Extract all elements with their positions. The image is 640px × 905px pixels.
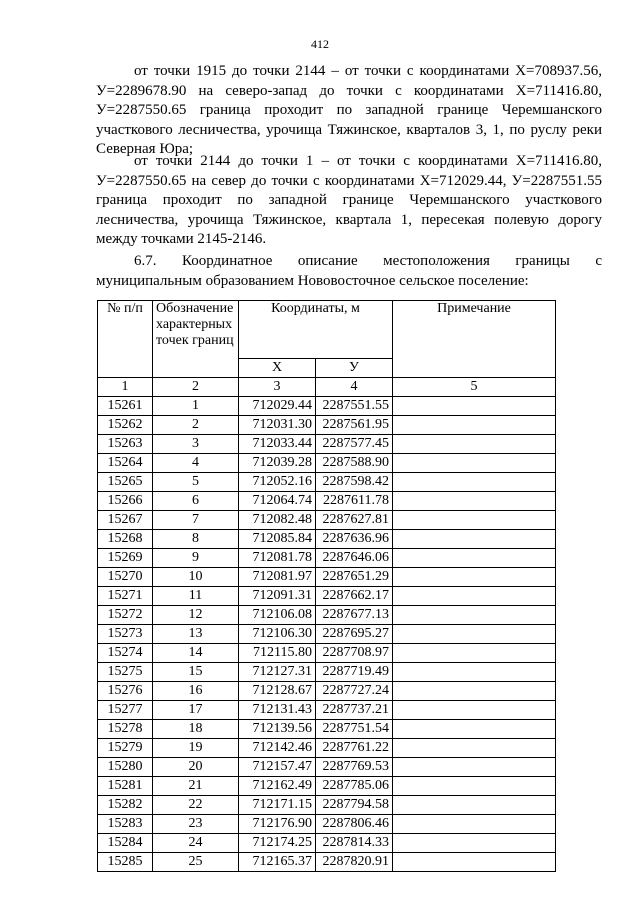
- cell-x: 712106.30: [239, 625, 316, 644]
- cell-note: [393, 777, 556, 796]
- cell-note: [393, 435, 556, 454]
- table-row: [98, 625, 556, 644]
- table-row: [98, 416, 556, 435]
- cell-num: 15285: [98, 853, 153, 872]
- header-num: № п/п: [98, 301, 153, 378]
- cell-note: [393, 530, 556, 549]
- cell-x: 712081.78: [239, 549, 316, 568]
- cell-designation: 22: [153, 796, 239, 815]
- cell-designation: 12: [153, 606, 239, 625]
- table-row: [98, 777, 556, 796]
- cell-num: 15275: [98, 663, 153, 682]
- cell-num: 15270: [98, 568, 153, 587]
- cell-designation: 17: [153, 701, 239, 720]
- cell-designation: 1: [153, 397, 239, 416]
- cell-x: 712128.67: [239, 682, 316, 701]
- cell-designation: 18: [153, 720, 239, 739]
- cell-y: 2287598.42: [316, 473, 393, 492]
- cell-num: 15282: [98, 796, 153, 815]
- cell-note: [393, 834, 556, 853]
- cell-num: 15279: [98, 739, 153, 758]
- table-row: [98, 853, 556, 872]
- cell-num: 15281: [98, 777, 153, 796]
- cell-num: 15262: [98, 416, 153, 435]
- cell-note: [393, 720, 556, 739]
- cell-note: [393, 739, 556, 758]
- cell-x: 712176.90: [239, 815, 316, 834]
- header-designation: Обозначение характерных точек границ: [153, 301, 239, 378]
- cell-x: 712031.30: [239, 416, 316, 435]
- cell-x: 712081.97: [239, 568, 316, 587]
- cell-x: 712029.44: [239, 397, 316, 416]
- cell-y: 2287769.53: [316, 758, 393, 777]
- cell-note: [393, 416, 556, 435]
- cell-note: [393, 473, 556, 492]
- table-row: [98, 720, 556, 739]
- cell-x: 712033.44: [239, 435, 316, 454]
- cell-y: 2287820.91: [316, 853, 393, 872]
- cell-y: 2287611.78: [316, 492, 393, 511]
- cell-x: 712106.08: [239, 606, 316, 625]
- cell-designation: 23: [153, 815, 239, 834]
- cell-y: 2287695.27: [316, 625, 393, 644]
- header-note: Примечание: [393, 301, 556, 378]
- cell-num: 15269: [98, 549, 153, 568]
- cell-designation: 3: [153, 435, 239, 454]
- cell-note: [393, 701, 556, 720]
- cell-designation: 25: [153, 853, 239, 872]
- cell-num: 15261: [98, 397, 153, 416]
- table-row: [98, 549, 556, 568]
- section-heading-6-7: 6.7. Координатное описание местоположения границы с муниципальным образованием Нововосточное сельское поселение:: [96, 253, 602, 289]
- cell-designation: 7: [153, 511, 239, 530]
- cell-note: [393, 758, 556, 777]
- cell-note: [393, 511, 556, 530]
- cell-note: [393, 663, 556, 682]
- table-row: [98, 568, 556, 587]
- cell-y: 2287751.54: [316, 720, 393, 739]
- cell-num: 15271: [98, 587, 153, 606]
- cell-designation: 10: [153, 568, 239, 587]
- table-row: [98, 701, 556, 720]
- table-row: [98, 492, 556, 511]
- cell-note: [393, 606, 556, 625]
- cell-x: 712127.31: [239, 663, 316, 682]
- cell-note: [393, 454, 556, 473]
- table-header-row: [98, 301, 556, 359]
- column-number: 5: [393, 378, 556, 397]
- table-row: [98, 758, 556, 777]
- paragraph-boundary-2144-1: от точки 2144 до точки 1 – от точки с координатами Х=711416.80, У=2287550.65 на север до точки с координатами Х=712029.44, У=2287551.55 граница проходит по западной границе Черемшанского участкового лесничества, урочища Тяжинское, квартала 1, пересекая полевую дорогу между точками 2145-2146.: [96, 153, 602, 248]
- table-row: [98, 606, 556, 625]
- cell-designation: 19: [153, 739, 239, 758]
- column-number: 1: [98, 378, 153, 397]
- cell-designation: 16: [153, 682, 239, 701]
- cell-num: 15284: [98, 834, 153, 853]
- cell-x: 712139.56: [239, 720, 316, 739]
- table-row: [98, 739, 556, 758]
- cell-y: 2287677.13: [316, 606, 393, 625]
- cell-num: 15277: [98, 701, 153, 720]
- cell-note: [393, 587, 556, 606]
- cell-x: 712085.84: [239, 530, 316, 549]
- cell-num: 15263: [98, 435, 153, 454]
- cell-y: 2287627.81: [316, 511, 393, 530]
- cell-designation: 13: [153, 625, 239, 644]
- cell-y: 2287577.45: [316, 435, 393, 454]
- cell-note: [393, 796, 556, 815]
- paragraph-boundary-1915-2144: от точки 1915 до точки 2144 – от точки с координатами Х=708937.56, У=2289678.90 на северо-запад до точки с координатами Х=711416.80, У=2287550.65 граница проходит по западной границе Черемшанского участкового лесничества, урочища Тяжинское, кварталов 3, 1, по руслу реки Северная Юра;: [96, 63, 602, 158]
- cell-note: [393, 549, 556, 568]
- cell-num: 15278: [98, 720, 153, 739]
- cell-designation: 21: [153, 777, 239, 796]
- cell-designation: 5: [153, 473, 239, 492]
- cell-num: 15264: [98, 454, 153, 473]
- cell-y: 2287551.55: [316, 397, 393, 416]
- cell-designation: 14: [153, 644, 239, 663]
- table-row: [98, 682, 556, 701]
- header-coordinates: Координаты, м: [239, 301, 393, 359]
- cell-designation: 4: [153, 454, 239, 473]
- cell-designation: 9: [153, 549, 239, 568]
- cell-num: 15265: [98, 473, 153, 492]
- coordinates-table: [97, 300, 556, 872]
- column-number: 2: [153, 378, 239, 397]
- cell-x: 712162.49: [239, 777, 316, 796]
- cell-designation: 8: [153, 530, 239, 549]
- table-row: [98, 815, 556, 834]
- table-row: [98, 644, 556, 663]
- cell-x: 712052.16: [239, 473, 316, 492]
- table-row: [98, 454, 556, 473]
- cell-note: [393, 815, 556, 834]
- cell-x: 712039.28: [239, 454, 316, 473]
- cell-y: 2287727.24: [316, 682, 393, 701]
- column-number: 3: [239, 378, 316, 397]
- cell-y: 2287636.96: [316, 530, 393, 549]
- cell-x: 712115.80: [239, 644, 316, 663]
- table-row: [98, 796, 556, 815]
- cell-note: [393, 644, 556, 663]
- cell-y: 2287651.29: [316, 568, 393, 587]
- cell-num: 15266: [98, 492, 153, 511]
- cell-y: 2287719.49: [316, 663, 393, 682]
- cell-num: 15267: [98, 511, 153, 530]
- cell-note: [393, 397, 556, 416]
- cell-note: [393, 568, 556, 587]
- cell-y: 2287785.06: [316, 777, 393, 796]
- cell-x: 712082.48: [239, 511, 316, 530]
- cell-designation: 24: [153, 834, 239, 853]
- page-number: 412: [311, 37, 329, 51]
- cell-num: 15268: [98, 530, 153, 549]
- header-x: Х: [239, 359, 316, 378]
- column-number-row: [98, 378, 556, 397]
- cell-y: 2287814.33: [316, 834, 393, 853]
- cell-note: [393, 625, 556, 644]
- cell-y: 2287588.90: [316, 454, 393, 473]
- table-row: [98, 397, 556, 416]
- cell-y: 2287737.21: [316, 701, 393, 720]
- cell-num: 15272: [98, 606, 153, 625]
- table-row: [98, 663, 556, 682]
- cell-x: 712064.74: [239, 492, 316, 511]
- cell-y: 2287794.58: [316, 796, 393, 815]
- cell-note: [393, 492, 556, 511]
- cell-x: 712091.31: [239, 587, 316, 606]
- cell-designation: 20: [153, 758, 239, 777]
- cell-designation: 2: [153, 416, 239, 435]
- table-row: [98, 511, 556, 530]
- header-y: У: [316, 359, 393, 378]
- cell-x: 712171.15: [239, 796, 316, 815]
- cell-num: 15276: [98, 682, 153, 701]
- cell-x: 712131.43: [239, 701, 316, 720]
- cell-y: 2287646.06: [316, 549, 393, 568]
- cell-y: 2287561.95: [316, 416, 393, 435]
- cell-y: 2287806.46: [316, 815, 393, 834]
- cell-y: 2287662.17: [316, 587, 393, 606]
- cell-num: 15280: [98, 758, 153, 777]
- cell-y: 2287708.97: [316, 644, 393, 663]
- cell-y: 2287761.22: [316, 739, 393, 758]
- table-row: [98, 834, 556, 853]
- cell-num: 15274: [98, 644, 153, 663]
- cell-x: 712174.25: [239, 834, 316, 853]
- cell-x: 712165.37: [239, 853, 316, 872]
- cell-note: [393, 682, 556, 701]
- cell-x: 712157.47: [239, 758, 316, 777]
- table-row: [98, 530, 556, 549]
- cell-note: [393, 853, 556, 872]
- table-row: [98, 587, 556, 606]
- cell-designation: 15: [153, 663, 239, 682]
- cell-num: 15273: [98, 625, 153, 644]
- table-row: [98, 435, 556, 454]
- cell-num: 15283: [98, 815, 153, 834]
- cell-designation: 6: [153, 492, 239, 511]
- cell-x: 712142.46: [239, 739, 316, 758]
- column-number: 4: [316, 378, 393, 397]
- table-row: [98, 473, 556, 492]
- cell-designation: 11: [153, 587, 239, 606]
